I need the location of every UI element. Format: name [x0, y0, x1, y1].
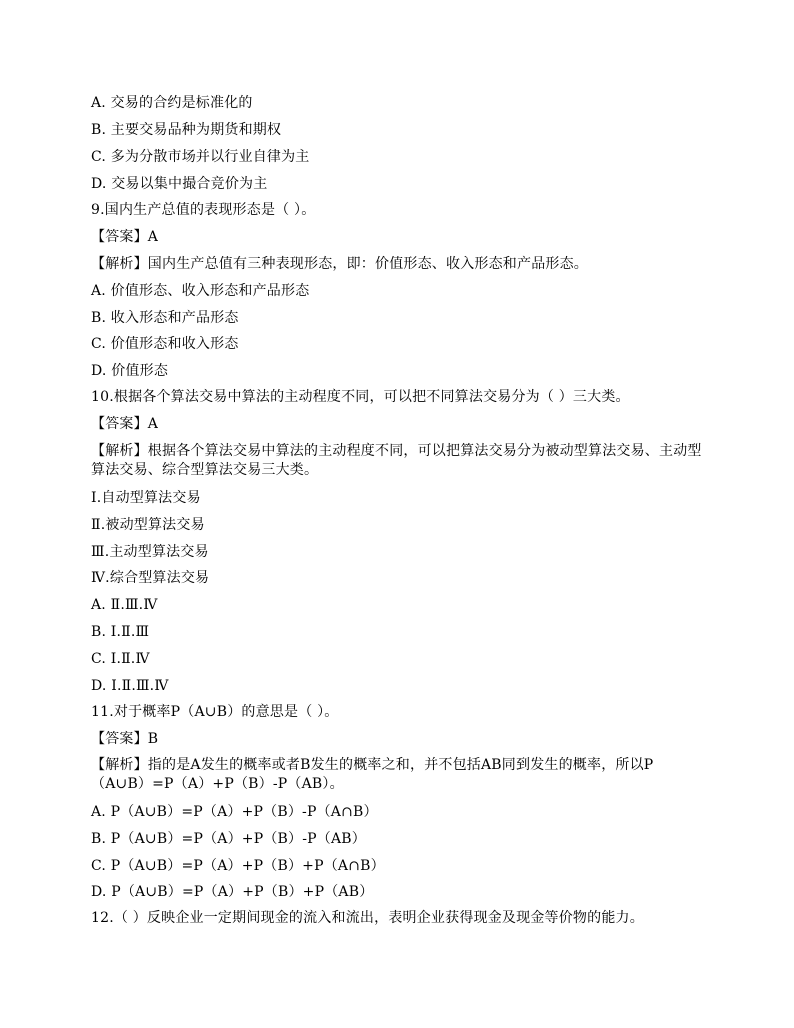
option-b: B. Ⅰ.Ⅱ.Ⅲ: [91, 624, 150, 640]
option-c: C. P（A∪B）=P（A）+P（B）+P（A∩B）: [91, 858, 385, 874]
option-a: A. 交易的合约是标准化的: [91, 95, 253, 111]
option-c: C. Ⅰ.Ⅱ.Ⅳ: [91, 651, 150, 667]
analysis-11: 【解析】指的是A发生的概率或者B发生的概率之和，并不包括AB同到发生的概率，所以P（A∪B）=P（A）+P（B）-P（AB）。: [91, 757, 654, 792]
statement-3: Ⅲ.主动型算法交易: [91, 544, 209, 560]
answer-10: 【答案】A: [91, 416, 159, 432]
analysis-9: 【解析】国内生产总值有三种表现形态，即：价值形态、收入形态和产品形态。: [91, 256, 588, 272]
statement-4: Ⅳ.综合型算法交易: [91, 570, 210, 586]
option-d: D. 交易以集中撮合竞价为主: [91, 176, 268, 192]
question-12: 12.（ ）反映企业一定期间现金的流入和流出，表明企业获得现金及现金等价物的能力。: [91, 910, 644, 926]
option-c: C. 价值形态和收入形态: [91, 336, 239, 352]
option-b: B. 收入形态和产品形态: [91, 310, 239, 326]
option-a: A. 价值形态、收入形态和产品形态: [91, 283, 310, 299]
option-d: D. P（A∪B）=P（A）+P（B）+P（AB）: [91, 884, 374, 900]
option-b: B. 主要交易品种为期货和期权: [91, 122, 282, 138]
option-c: C. 多为分散市场并以行业自律为主: [91, 149, 310, 165]
option-a: A. P（A∪B）=P（A）+P（B）-P（A∩B）: [91, 804, 378, 820]
question-10: 10.根据各个算法交易中算法的主动程度不同，可以把不同算法交易分为（ ）三大类。: [91, 389, 630, 405]
option-d: D. 价值形态: [91, 363, 169, 379]
option-d: D. Ⅰ.Ⅱ.Ⅲ.Ⅳ: [91, 678, 169, 694]
analysis-10: 【解析】根据各个算法交易中算法的主动程度不同，可以把算法交易分为被动型算法交易、主动型算法交易、综合型算法交易三大类。: [91, 443, 702, 478]
option-a: A. Ⅱ.Ⅲ.Ⅳ: [91, 597, 158, 613]
answer-11: 【答案】B: [91, 731, 159, 747]
question-9: 9.国内生产总值的表现形态是（ ）。: [91, 202, 316, 218]
statement-1: Ⅰ.自动型算法交易: [91, 490, 201, 506]
answer-9: 【答案】A: [91, 229, 159, 245]
statement-2: Ⅱ.被动型算法交易: [91, 517, 205, 533]
option-b: B. P（A∪B）=P（A）+P（B）-P（AB）: [91, 831, 366, 847]
question-11: 11.对于概率P（A∪B）的意思是（ ）。: [91, 704, 339, 720]
